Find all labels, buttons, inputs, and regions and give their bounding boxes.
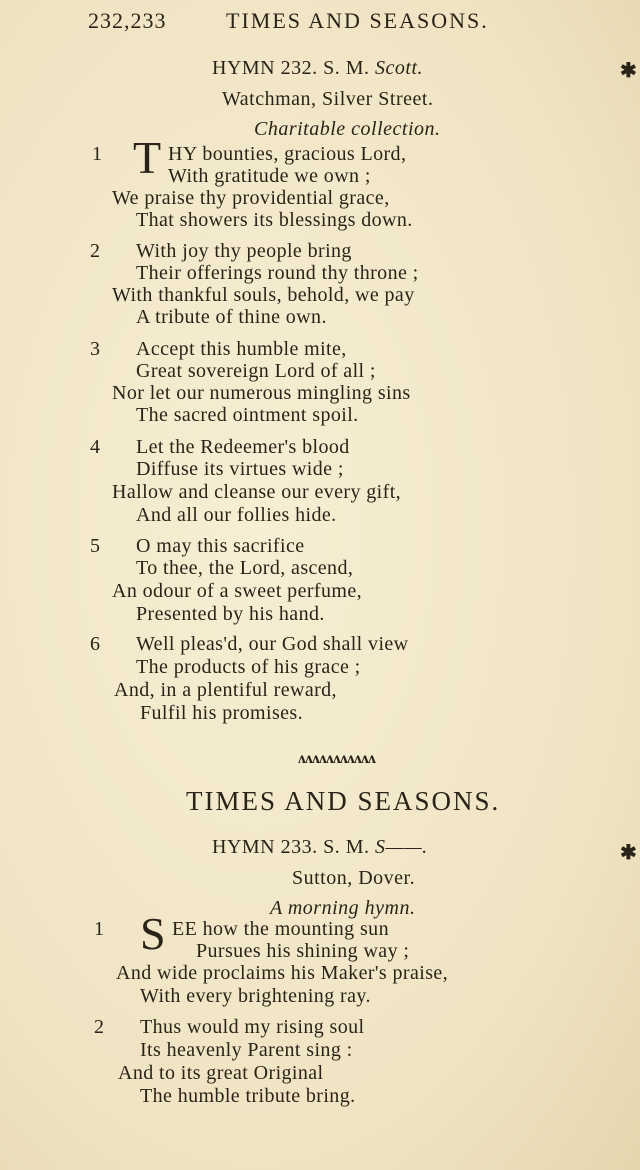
verse-line: Well pleas'd, our God shall view: [136, 633, 409, 655]
verse-line: HY bounties, gracious Lord,: [168, 143, 407, 165]
drop-cap: T: [133, 132, 162, 183]
section-title: TIMES AND SEASONS.: [186, 786, 501, 816]
verse-number: 3: [90, 338, 100, 360]
verse-line: That showers its blessings down.: [136, 209, 413, 231]
hymn-number-meter: HYMN 232. S. M.: [212, 57, 370, 79]
verse-line: To thee, the Lord, ascend,: [136, 557, 354, 579]
hymn-number-meter: HYMN 233. S. M.: [212, 836, 370, 858]
verse-number: 4: [90, 436, 100, 458]
verse-line: With every brightening ray.: [140, 985, 371, 1007]
verse-line: Fulfil his promises.: [140, 702, 304, 724]
verse-line: Presented by his hand.: [136, 603, 325, 625]
verse-line: And wide proclaims his Maker's praise,: [116, 962, 449, 984]
hymn-233-header: [212, 836, 428, 859]
verse-line: With thankful souls, behold, we pay: [112, 284, 415, 306]
hymn-occasion: Charitable collection.: [254, 118, 441, 140]
page-numbers: 232,233: [88, 8, 167, 33]
drop-cap: S: [140, 908, 166, 959]
verse-number: 5: [90, 535, 100, 557]
verse-number: 2: [94, 1016, 104, 1038]
verse-line: An odour of a sweet perfume,: [112, 580, 363, 602]
verse-number: 6: [90, 633, 100, 655]
verse-line: Hallow and cleanse our every gift,: [112, 481, 402, 503]
verse-line: Pursues his shining way ;: [196, 940, 410, 962]
verse-line: Accept this humble mite,: [136, 338, 347, 360]
verse-line: Their offerings round thy throne ;: [136, 262, 419, 284]
verse-line: We praise thy providential grace,: [112, 187, 390, 209]
hymn-tune: Watchman, Silver Street.: [222, 88, 434, 110]
verse-line: The sacred ointment spoil.: [136, 404, 359, 426]
verse-line: Thus would my rising soul: [140, 1016, 365, 1038]
verse-line: And all our follies hide.: [136, 504, 337, 526]
verse-line: Great sovereign Lord of all ;: [136, 360, 376, 382]
verse-line: The products of his grace ;: [136, 656, 361, 678]
verse-line: And, in a plentiful reward,: [114, 679, 337, 701]
verse-number: 2: [90, 240, 100, 262]
verse-number: 1: [92, 143, 102, 165]
verse-line: Nor let our numerous mingling sins: [112, 382, 411, 404]
hymn-tune: Sutton, Dover.: [292, 867, 416, 889]
verse-line: EE how the mounting sun: [172, 918, 389, 940]
hymn-232-header: [212, 57, 423, 80]
verse-line: Its heavenly Parent sing :: [140, 1039, 353, 1061]
verse-line: Let the Redeemer's blood: [136, 436, 350, 458]
verse-line: And to its great Original: [118, 1062, 324, 1084]
verse-line: The humble tribute bring.: [140, 1085, 356, 1107]
verse-number: 1: [94, 918, 104, 940]
verse-line: With joy thy people bring: [136, 240, 352, 262]
hymn-author: S——.: [375, 836, 428, 858]
margin-mark: ✱: [620, 60, 637, 82]
hymn-occasion: A morning hymn.: [270, 897, 416, 919]
hymn-author: Scott.: [375, 57, 424, 79]
verse-line: With gratitude we own ;: [168, 165, 371, 187]
verse-line: A tribute of thine own.: [136, 306, 327, 328]
verse-line: Diffuse its virtues wide ;: [136, 458, 344, 480]
running-title: TIMES AND SEASONS.: [226, 8, 489, 33]
ornament-divider: ʌʌʌʌʌʌʌʌʌʌʌ: [298, 750, 375, 767]
margin-mark: ✱: [620, 842, 637, 864]
verse-line: O may this sacrifice: [136, 535, 305, 557]
